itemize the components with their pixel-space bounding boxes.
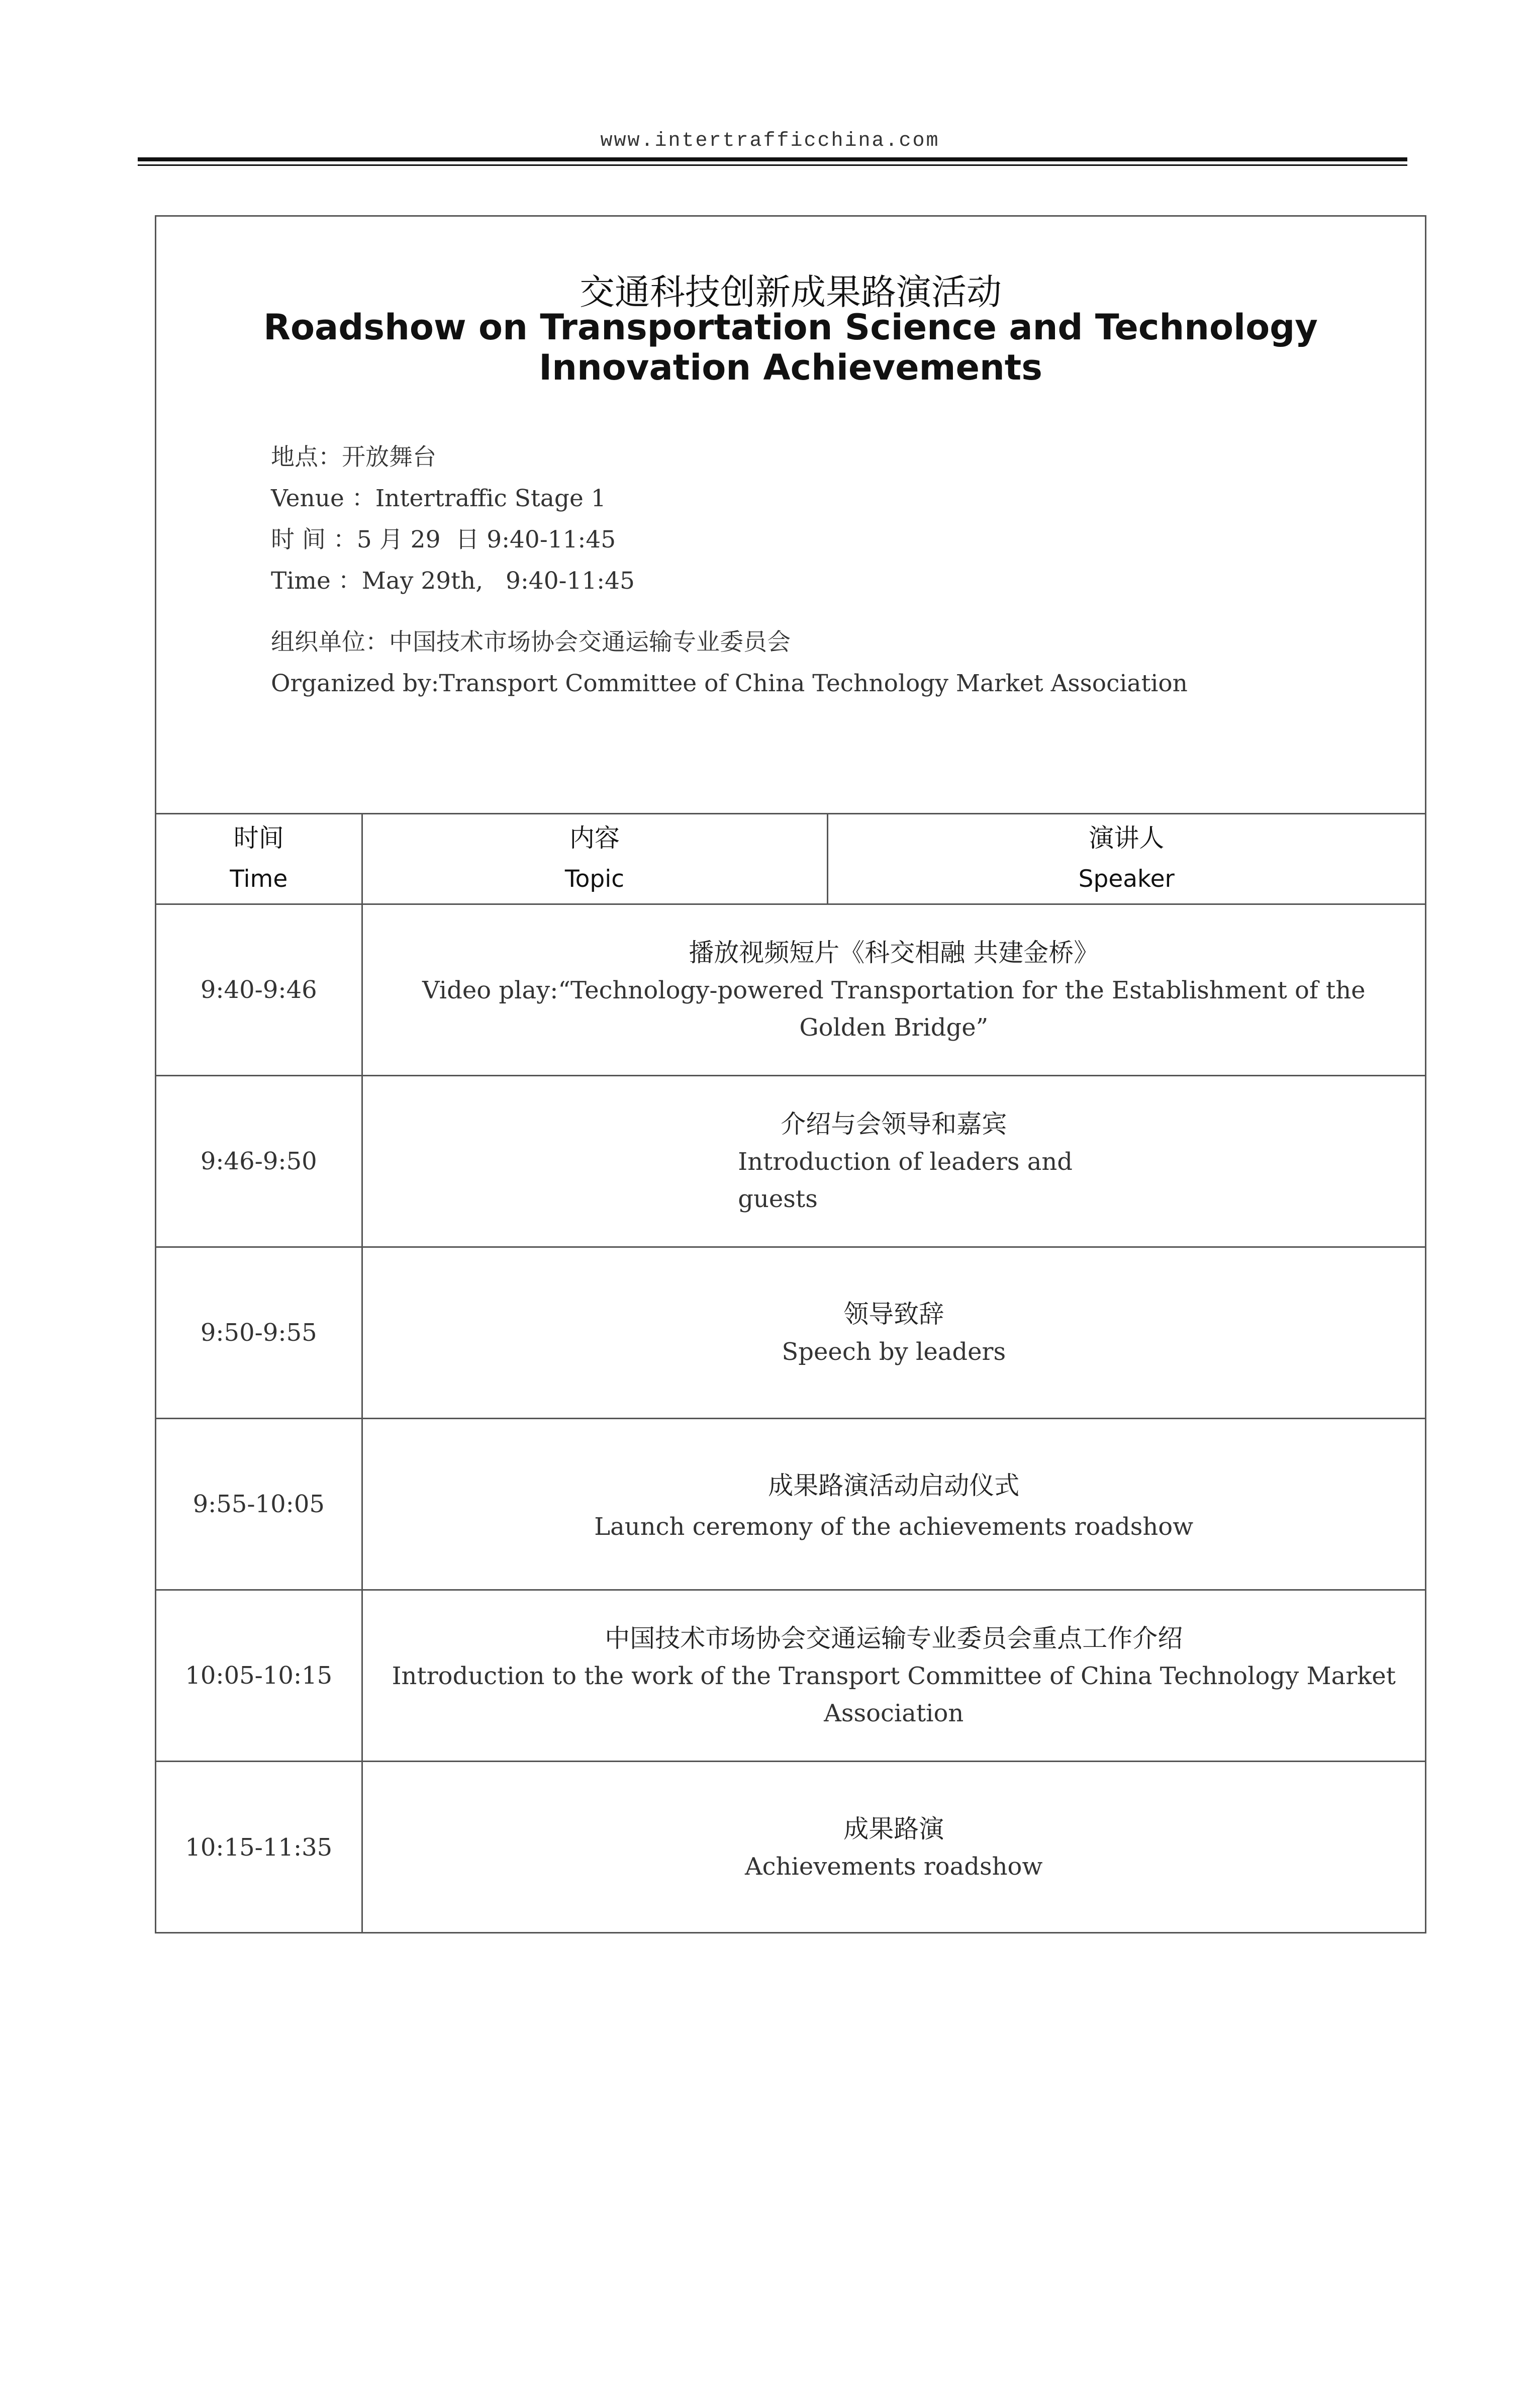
table-header-row: [156, 814, 1425, 904]
header-topic-cn: 内容: [569, 823, 620, 853]
venue-english: Venue ：Intertraffic Stage 1: [271, 485, 606, 512]
topic-english: Speech by leaders: [782, 1338, 1006, 1366]
header-time-en: Time: [230, 865, 288, 893]
topic-chinese: 中国技术市场协会交通运输专业委员会重点工作介绍: [605, 1624, 1183, 1653]
header-rule-thin: [138, 164, 1407, 166]
topic-english: Achievements roadshow: [745, 1852, 1043, 1881]
organizer-chinese: 组织单位：中国技术市场协会交通运输专业委员会: [271, 628, 791, 656]
row-topic: [362, 1247, 1425, 1419]
row-time: 10:15-11:35: [156, 1762, 362, 1933]
table-row: [156, 1076, 1425, 1247]
row-time: 9:40-9:46: [156, 904, 362, 1076]
row-time: 10:05-10:15: [156, 1590, 362, 1762]
time-english: Time ：May 29th, 9:40-11:45: [271, 567, 635, 595]
topic-english: Launch ceremony of the achievements roadshow: [594, 1513, 1194, 1541]
topic-chinese: 介绍与会领导和嘉宾: [781, 1110, 1007, 1139]
row-time: 9:55-10:05: [156, 1419, 362, 1590]
header-time-cn: 时间: [233, 823, 284, 853]
header-rule-thick: [138, 157, 1407, 161]
header-time: [156, 814, 362, 904]
header-speaker-en: Speaker: [1078, 865, 1175, 893]
topic-chinese: 成果路演活动启动仪式: [768, 1471, 1020, 1500]
header-speaker: [827, 814, 1425, 904]
row-topic: [362, 1762, 1425, 1933]
title-english-line1: Roadshow on Transportation Science and Technology: [263, 307, 1318, 348]
event-info: [271, 437, 1188, 704]
table-row: [156, 1419, 1425, 1590]
header-topic-en: Topic: [564, 865, 625, 893]
title-english-line2: Innovation Achievements: [539, 347, 1042, 388]
row-time: 9:50-9:55: [156, 1247, 362, 1419]
table-row: [156, 1590, 1425, 1762]
site-url: www.intertrafficchina.com: [600, 130, 940, 152]
topic-english: Introduction of leaders and guests: [738, 1148, 1073, 1213]
row-topic: [362, 1590, 1425, 1762]
title-chinese: 交通科技创新成果路演活动: [580, 271, 1002, 313]
topic-english: Video play:“Technology-powered Transportation for the Establishment of the Golden Bridge”: [422, 976, 1366, 1042]
row-topic: [362, 904, 1425, 1076]
topic-chinese: 成果路演: [843, 1814, 944, 1844]
topic-chinese: 领导致辞: [843, 1300, 944, 1329]
topic-chinese: 播放视频短片《科交相融 共建金桥》: [689, 938, 1099, 967]
table-row: [156, 904, 1425, 1076]
info-spacer: [271, 602, 1188, 622]
document-frame: [155, 215, 1426, 1933]
header-topic: [362, 814, 827, 904]
schedule-table: [156, 813, 1425, 1933]
topic-english-wrapper: [363, 1143, 1425, 1218]
organizer-english: Organized by:Transport Committee of China Technology Market Association: [271, 670, 1188, 697]
header-speaker-cn: 演讲人: [1089, 823, 1165, 853]
topic-english: Introduction to the work of the Transport Committee of China Technology Market Association: [392, 1662, 1396, 1727]
row-time: 9:46-9:50: [156, 1076, 362, 1247]
table-row: [156, 1247, 1425, 1419]
table-row: [156, 1762, 1425, 1933]
row-topic: [362, 1419, 1425, 1590]
title-english: [156, 307, 1425, 388]
venue-chinese: 地点：开放舞台: [271, 443, 436, 471]
time-chinese: 时 间 ：5 月 29 日 9:40-11:45: [271, 526, 616, 554]
row-topic: [362, 1076, 1425, 1247]
